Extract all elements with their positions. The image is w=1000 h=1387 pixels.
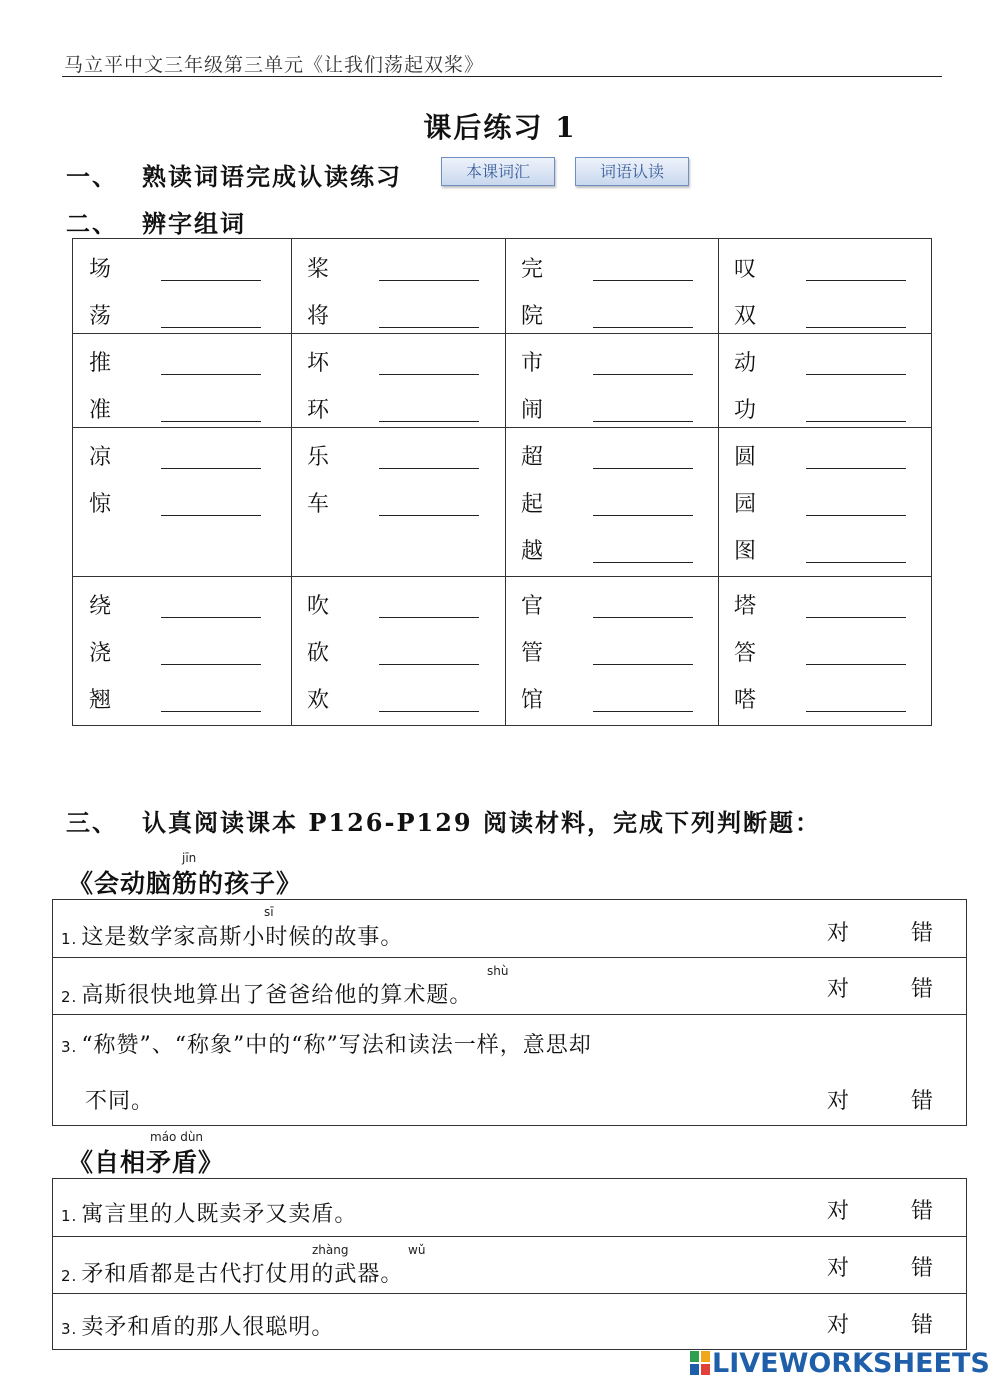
grid-character: 图 bbox=[734, 539, 757, 564]
answer-blank[interactable] bbox=[593, 711, 693, 712]
story-1-questions bbox=[52, 899, 967, 1126]
answer-blank[interactable] bbox=[379, 711, 479, 712]
answer-blank[interactable] bbox=[379, 374, 479, 375]
answer-blank[interactable] bbox=[593, 280, 693, 281]
grid-character: 砍 bbox=[307, 641, 330, 666]
grid-character: 欢 bbox=[307, 688, 330, 713]
story-1-title: 《会动脑筋的孩子》 bbox=[68, 869, 303, 898]
grid-row-divider bbox=[73, 427, 931, 428]
answer-blank[interactable] bbox=[806, 562, 906, 563]
answer-blank[interactable] bbox=[379, 280, 479, 281]
grid-character: 嗒 bbox=[734, 688, 757, 713]
grid-row-divider bbox=[73, 576, 931, 577]
grid-character: 车 bbox=[307, 492, 330, 517]
question-row bbox=[53, 1293, 966, 1351]
grid-character: 凉 bbox=[89, 445, 112, 470]
true-option[interactable]: 对 bbox=[827, 977, 850, 1002]
grid-character: 吹 bbox=[307, 594, 330, 619]
grid-character: 将 bbox=[307, 304, 330, 329]
grid-character: 桨 bbox=[307, 257, 330, 282]
false-option[interactable]: 错 bbox=[911, 1256, 934, 1281]
answer-blank[interactable] bbox=[161, 421, 261, 422]
grid-character: 双 bbox=[734, 304, 757, 329]
question-line: 矛和盾都是古代打仗用的武器。 bbox=[81, 1262, 404, 1287]
question-text bbox=[61, 978, 472, 1009]
grid-character: 馆 bbox=[521, 688, 544, 713]
grid-character: 管 bbox=[521, 641, 544, 666]
answer-blank[interactable] bbox=[161, 280, 261, 281]
grid-character: 场 bbox=[89, 257, 112, 282]
answer-blank[interactable] bbox=[593, 468, 693, 469]
answer-blank[interactable] bbox=[379, 515, 479, 516]
answer-blank[interactable] bbox=[806, 664, 906, 665]
character-grid bbox=[72, 238, 932, 726]
grid-character: 市 bbox=[521, 351, 544, 376]
story-2-title: 《自相矛盾》 bbox=[68, 1148, 225, 1177]
grid-character: 起 bbox=[521, 492, 544, 517]
answer-blank[interactable] bbox=[379, 617, 479, 618]
pinyin-annotation: jīn bbox=[182, 851, 197, 865]
pinyin-annotation: wǔ bbox=[408, 1243, 426, 1257]
section-3-heading bbox=[66, 803, 821, 838]
liveworksheets-logo bbox=[690, 1348, 990, 1379]
answer-blank[interactable] bbox=[379, 421, 479, 422]
section-2-heading bbox=[66, 204, 246, 239]
answer-blank[interactable] bbox=[806, 374, 906, 375]
answer-blank[interactable] bbox=[593, 421, 693, 422]
document-header: 马立平中文三年级第三单元《让我们荡起双桨》 bbox=[64, 54, 485, 76]
true-option[interactable]: 对 bbox=[827, 1313, 850, 1338]
section-2-text: 辨字组词 bbox=[142, 209, 246, 238]
section-1-heading bbox=[66, 157, 402, 192]
false-option[interactable]: 错 bbox=[911, 1313, 934, 1338]
question-text bbox=[61, 1310, 334, 1341]
question-number: 1. bbox=[61, 1207, 78, 1225]
question-number: 3. bbox=[61, 1038, 78, 1056]
question-number: 3. bbox=[61, 1320, 78, 1338]
story-2-questions bbox=[52, 1178, 967, 1350]
answer-blank[interactable] bbox=[806, 327, 906, 328]
question-line: “称赞”、“称象”中的“称”写法和读法一样，意思却 bbox=[81, 1033, 592, 1058]
question-line: 寓言里的人既卖矛又卖盾。 bbox=[81, 1202, 358, 1227]
question-row bbox=[53, 900, 966, 957]
question-number: 2. bbox=[61, 1267, 78, 1285]
answer-blank[interactable] bbox=[161, 617, 261, 618]
question-line: 高斯很快地算出了爸爸给他的算术题。 bbox=[81, 983, 473, 1008]
grid-col-divider bbox=[505, 239, 506, 725]
question-line: 这是数学家高斯小时候的故事。 bbox=[81, 925, 404, 950]
answer-blank[interactable] bbox=[806, 617, 906, 618]
grid-character: 准 bbox=[89, 398, 112, 423]
question-text bbox=[61, 1257, 403, 1288]
grid-character: 叹 bbox=[734, 257, 757, 282]
grid-character: 坏 bbox=[307, 351, 330, 376]
grid-character: 圆 bbox=[734, 445, 757, 470]
section-1-number: 一、 bbox=[66, 162, 118, 191]
true-option[interactable]: 对 bbox=[827, 1256, 850, 1281]
answer-blank[interactable] bbox=[593, 664, 693, 665]
grid-character: 浇 bbox=[89, 641, 112, 666]
question-row bbox=[53, 1014, 966, 1127]
section-1-text: 熟读词语完成认读练习 bbox=[142, 162, 402, 191]
answer-blank[interactable] bbox=[161, 515, 261, 516]
grid-character: 官 bbox=[521, 594, 544, 619]
grid-character: 绕 bbox=[89, 594, 112, 619]
pinyin-annotation: máo dùn bbox=[150, 1130, 204, 1144]
logo-mark-icon bbox=[690, 1351, 710, 1375]
false-option[interactable]: 错 bbox=[911, 977, 934, 1002]
grid-character: 答 bbox=[734, 641, 757, 666]
grid-character: 越 bbox=[521, 539, 544, 564]
false-option[interactable]: 错 bbox=[911, 1199, 934, 1224]
answer-blank[interactable] bbox=[593, 617, 693, 618]
answer-blank[interactable] bbox=[593, 327, 693, 328]
question-line: 卖矛和盾的那人很聪明。 bbox=[81, 1315, 335, 1340]
question-row bbox=[53, 1179, 966, 1236]
grid-character: 园 bbox=[734, 492, 757, 517]
grid-col-divider bbox=[291, 239, 292, 725]
answer-blank[interactable] bbox=[593, 562, 693, 563]
logo-text: LIVEWORKSHEETS bbox=[712, 1348, 990, 1379]
grid-character: 乐 bbox=[307, 445, 330, 470]
answer-blank[interactable] bbox=[806, 468, 906, 469]
header-divider bbox=[62, 76, 942, 77]
word-reading-button[interactable]: 词语认读 bbox=[575, 157, 689, 186]
answer-blank[interactable] bbox=[593, 374, 693, 375]
grid-character: 翘 bbox=[89, 688, 112, 713]
true-option[interactable]: 对 bbox=[827, 1199, 850, 1224]
grid-character: 塔 bbox=[734, 594, 757, 619]
question-text bbox=[61, 1197, 357, 1228]
answer-blank[interactable] bbox=[161, 468, 261, 469]
answer-blank[interactable] bbox=[161, 327, 261, 328]
answer-blank[interactable] bbox=[806, 280, 906, 281]
vocabulary-button[interactable]: 本课词汇 bbox=[441, 157, 555, 186]
section-3-text: 认真阅读课本 P126-P129 阅读材料，完成下列判断题： bbox=[142, 808, 821, 837]
section-3-number: 三、 bbox=[66, 808, 118, 837]
page-title: 课后练习 1 bbox=[423, 111, 577, 144]
answer-blank[interactable] bbox=[161, 664, 261, 665]
grid-character: 推 bbox=[89, 351, 112, 376]
grid-character: 闹 bbox=[521, 398, 544, 423]
answer-blank[interactable] bbox=[379, 664, 479, 665]
grid-col-divider bbox=[718, 239, 719, 725]
question-text bbox=[61, 1028, 592, 1059]
false-option[interactable]: 错 bbox=[911, 1089, 934, 1114]
answer-blank[interactable] bbox=[806, 515, 906, 516]
section-2-number: 二、 bbox=[66, 209, 118, 238]
answer-blank[interactable] bbox=[806, 421, 906, 422]
grid-character: 环 bbox=[307, 398, 330, 423]
pinyin-annotation: shù bbox=[487, 964, 509, 978]
true-option[interactable]: 对 bbox=[827, 1089, 850, 1114]
answer-blank[interactable] bbox=[161, 374, 261, 375]
answer-blank[interactable] bbox=[593, 515, 693, 516]
grid-character: 惊 bbox=[89, 492, 112, 517]
question-row bbox=[53, 957, 966, 1015]
question-number: 1. bbox=[61, 930, 78, 948]
answer-blank[interactable] bbox=[161, 711, 261, 712]
question-row bbox=[53, 1236, 966, 1294]
answer-blank[interactable] bbox=[379, 468, 479, 469]
grid-character: 院 bbox=[521, 304, 544, 329]
grid-character: 功 bbox=[734, 398, 757, 423]
question-number: 2. bbox=[61, 988, 78, 1006]
pinyin-annotation: sī bbox=[264, 905, 274, 919]
grid-row-divider bbox=[73, 333, 931, 334]
grid-character: 动 bbox=[734, 351, 757, 376]
question-text-continued: 不同。 bbox=[85, 1089, 155, 1114]
answer-blank[interactable] bbox=[806, 711, 906, 712]
grid-character: 超 bbox=[521, 445, 544, 470]
pinyin-annotation: zhàng bbox=[312, 1243, 349, 1257]
true-option[interactable]: 对 bbox=[827, 921, 850, 946]
grid-character: 完 bbox=[521, 257, 544, 282]
grid-character: 荡 bbox=[89, 304, 112, 329]
false-option[interactable]: 错 bbox=[911, 921, 934, 946]
question-text bbox=[61, 920, 403, 951]
answer-blank[interactable] bbox=[379, 327, 479, 328]
